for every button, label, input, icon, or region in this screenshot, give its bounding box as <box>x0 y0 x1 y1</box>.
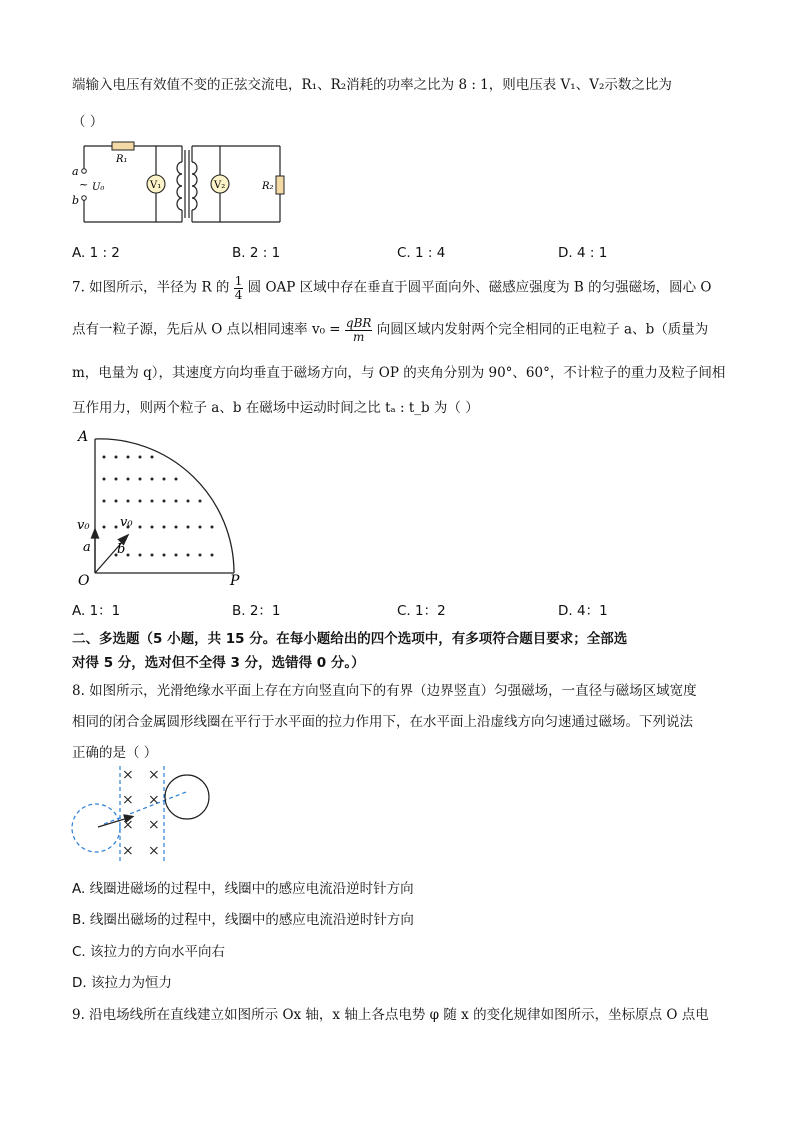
cross-mark: × <box>148 792 160 808</box>
q6-option-d: D. 4 : 1 <box>558 245 608 261</box>
fraction-numerator: 1 <box>234 274 243 288</box>
cross-mark: × <box>122 792 134 808</box>
ac-symbol: ~ <box>79 178 89 191</box>
cross-mark: × <box>148 843 160 859</box>
q7-stem-line-4: 互作用力，则两个粒子 a、b 在磁场中运动时间之比 tₐ : t_b 为（ ） <box>72 400 479 416</box>
r2-resistor <box>276 176 284 194</box>
q8-option-b: B. 线圈出磁场的过程中，线圈中的感应电流沿逆时针方向 <box>72 912 414 928</box>
q7-quarter-fraction <box>234 275 244 301</box>
q6-circuit-diagram <box>66 138 296 230</box>
q6-answer-bracket: （ ） <box>72 114 104 130</box>
q8-option-c: C. 该拉力的方向水平向右 <box>72 944 226 960</box>
q6-option-a: A. 1 : 2 <box>72 245 120 261</box>
q7-velocity-fraction <box>345 317 373 343</box>
q7-stem-line-3: m，电量为 q），其速度方向均垂直于磁场方向，与 OP 的夹角分别为 90°、60°，不计粒子的重力及粒子间相 <box>72 365 726 381</box>
point-p-label: P <box>230 573 240 589</box>
terminal-a-label: a <box>72 165 79 178</box>
q6-stem-line: 端输入电压有效值不变的正弦交流电，R₁、R₂消耗的功率之比为 8 : 1，则电压表 V₁、V₂示数之比为 <box>72 77 672 93</box>
q7-line1-start: 7. 如图所示，半径为 R 的 <box>72 279 230 296</box>
point-a-label: A <box>78 429 89 445</box>
q7-stem-line-1 <box>72 275 712 301</box>
r1-resistor <box>112 142 134 150</box>
q8-stem-line-3: 正确的是（ ） <box>72 745 158 761</box>
q7-line2-start: 点有一粒子源，先后从 O 点以相同速率 v₀ = <box>72 321 341 338</box>
cross-mark: × <box>122 843 134 859</box>
u0-label: U₀ <box>92 182 105 193</box>
q7-option-c: C. 1：2 <box>397 603 446 619</box>
q8-stem-line-1: 8. 如图所示，光滑绝缘水平面上存在方向竖直向下的有界（边界竖直）匀强磁场，一直径与磁场区域宽度 <box>72 683 697 699</box>
cross-mark: × <box>122 817 134 833</box>
motion-path <box>104 792 186 824</box>
cross-mark: × <box>122 767 134 783</box>
particle-b-label: b <box>117 542 126 557</box>
q8-option-d: D. 该拉力为恒力 <box>72 975 172 991</box>
q7-option-b: B. 2：1 <box>232 603 281 619</box>
fraction-denominator: 4 <box>234 287 243 302</box>
v0-right-label: v₀ <box>120 515 133 530</box>
velocity-denominator: m <box>352 329 365 344</box>
particle-a-label: a <box>83 540 91 555</box>
q7-line1-end: 圆 OAP 区域中存在垂直于圆平面向外、磁感应强度为 B 的匀强磁场，圆心 O <box>247 279 712 296</box>
cross-mark: × <box>148 817 160 833</box>
q8-option-a: A. 线圈进磁场的过程中，线圈中的感应电流沿逆时针方向 <box>72 881 414 897</box>
terminal-b-label: b <box>72 194 80 207</box>
q6-option-b: B. 2 : 1 <box>232 245 281 261</box>
q7-quarter-circle-figure <box>72 425 252 590</box>
velocity-numerator: qBR <box>345 316 372 330</box>
v1-label: V₁ <box>150 180 162 191</box>
point-o-label: O <box>78 573 90 589</box>
q6-option-c: C. 1 : 4 <box>397 245 446 261</box>
q9-stem-line-1: 9. 沿电场线所在直线建立如图所示 Ox 轴，x 轴上各点电势 φ 随 x 的变化规律如图所示，坐标原点 O 点电 <box>72 1007 709 1023</box>
q8-magnetic-field-figure <box>68 764 218 864</box>
v0-left-label: v₀ <box>77 518 90 533</box>
coil-initial-position <box>72 804 120 852</box>
q7-option-d: D. 4：1 <box>558 603 608 619</box>
q8-stem-line-2: 相同的闭合金属圆形线圈在平行于水平面的拉力作用下，在水平面上沿虚线方向匀速通过磁场。下列说法 <box>72 714 693 730</box>
r2-label: R₂ <box>262 181 274 192</box>
q7-option-a: A. 1：1 <box>72 603 121 619</box>
q7-line2-end: 向圆区域内发射两个完全相同的正电粒子 a、b（质量为 <box>376 321 709 338</box>
v2-label: V₂ <box>214 180 226 191</box>
section-2-heading-line-1: 二、多选题（5 小题，共 15 分。在每小题给出的四个选项中，有多项符合题目要求；全部选 <box>72 631 628 647</box>
q7-stem-line-2 <box>72 317 708 343</box>
section-2-heading-line-2: 对得 5 分，选对但不全得 3 分，选错得 0 分。） <box>72 655 365 671</box>
r1-label: R₁ <box>116 154 128 165</box>
cross-mark: × <box>148 767 160 783</box>
